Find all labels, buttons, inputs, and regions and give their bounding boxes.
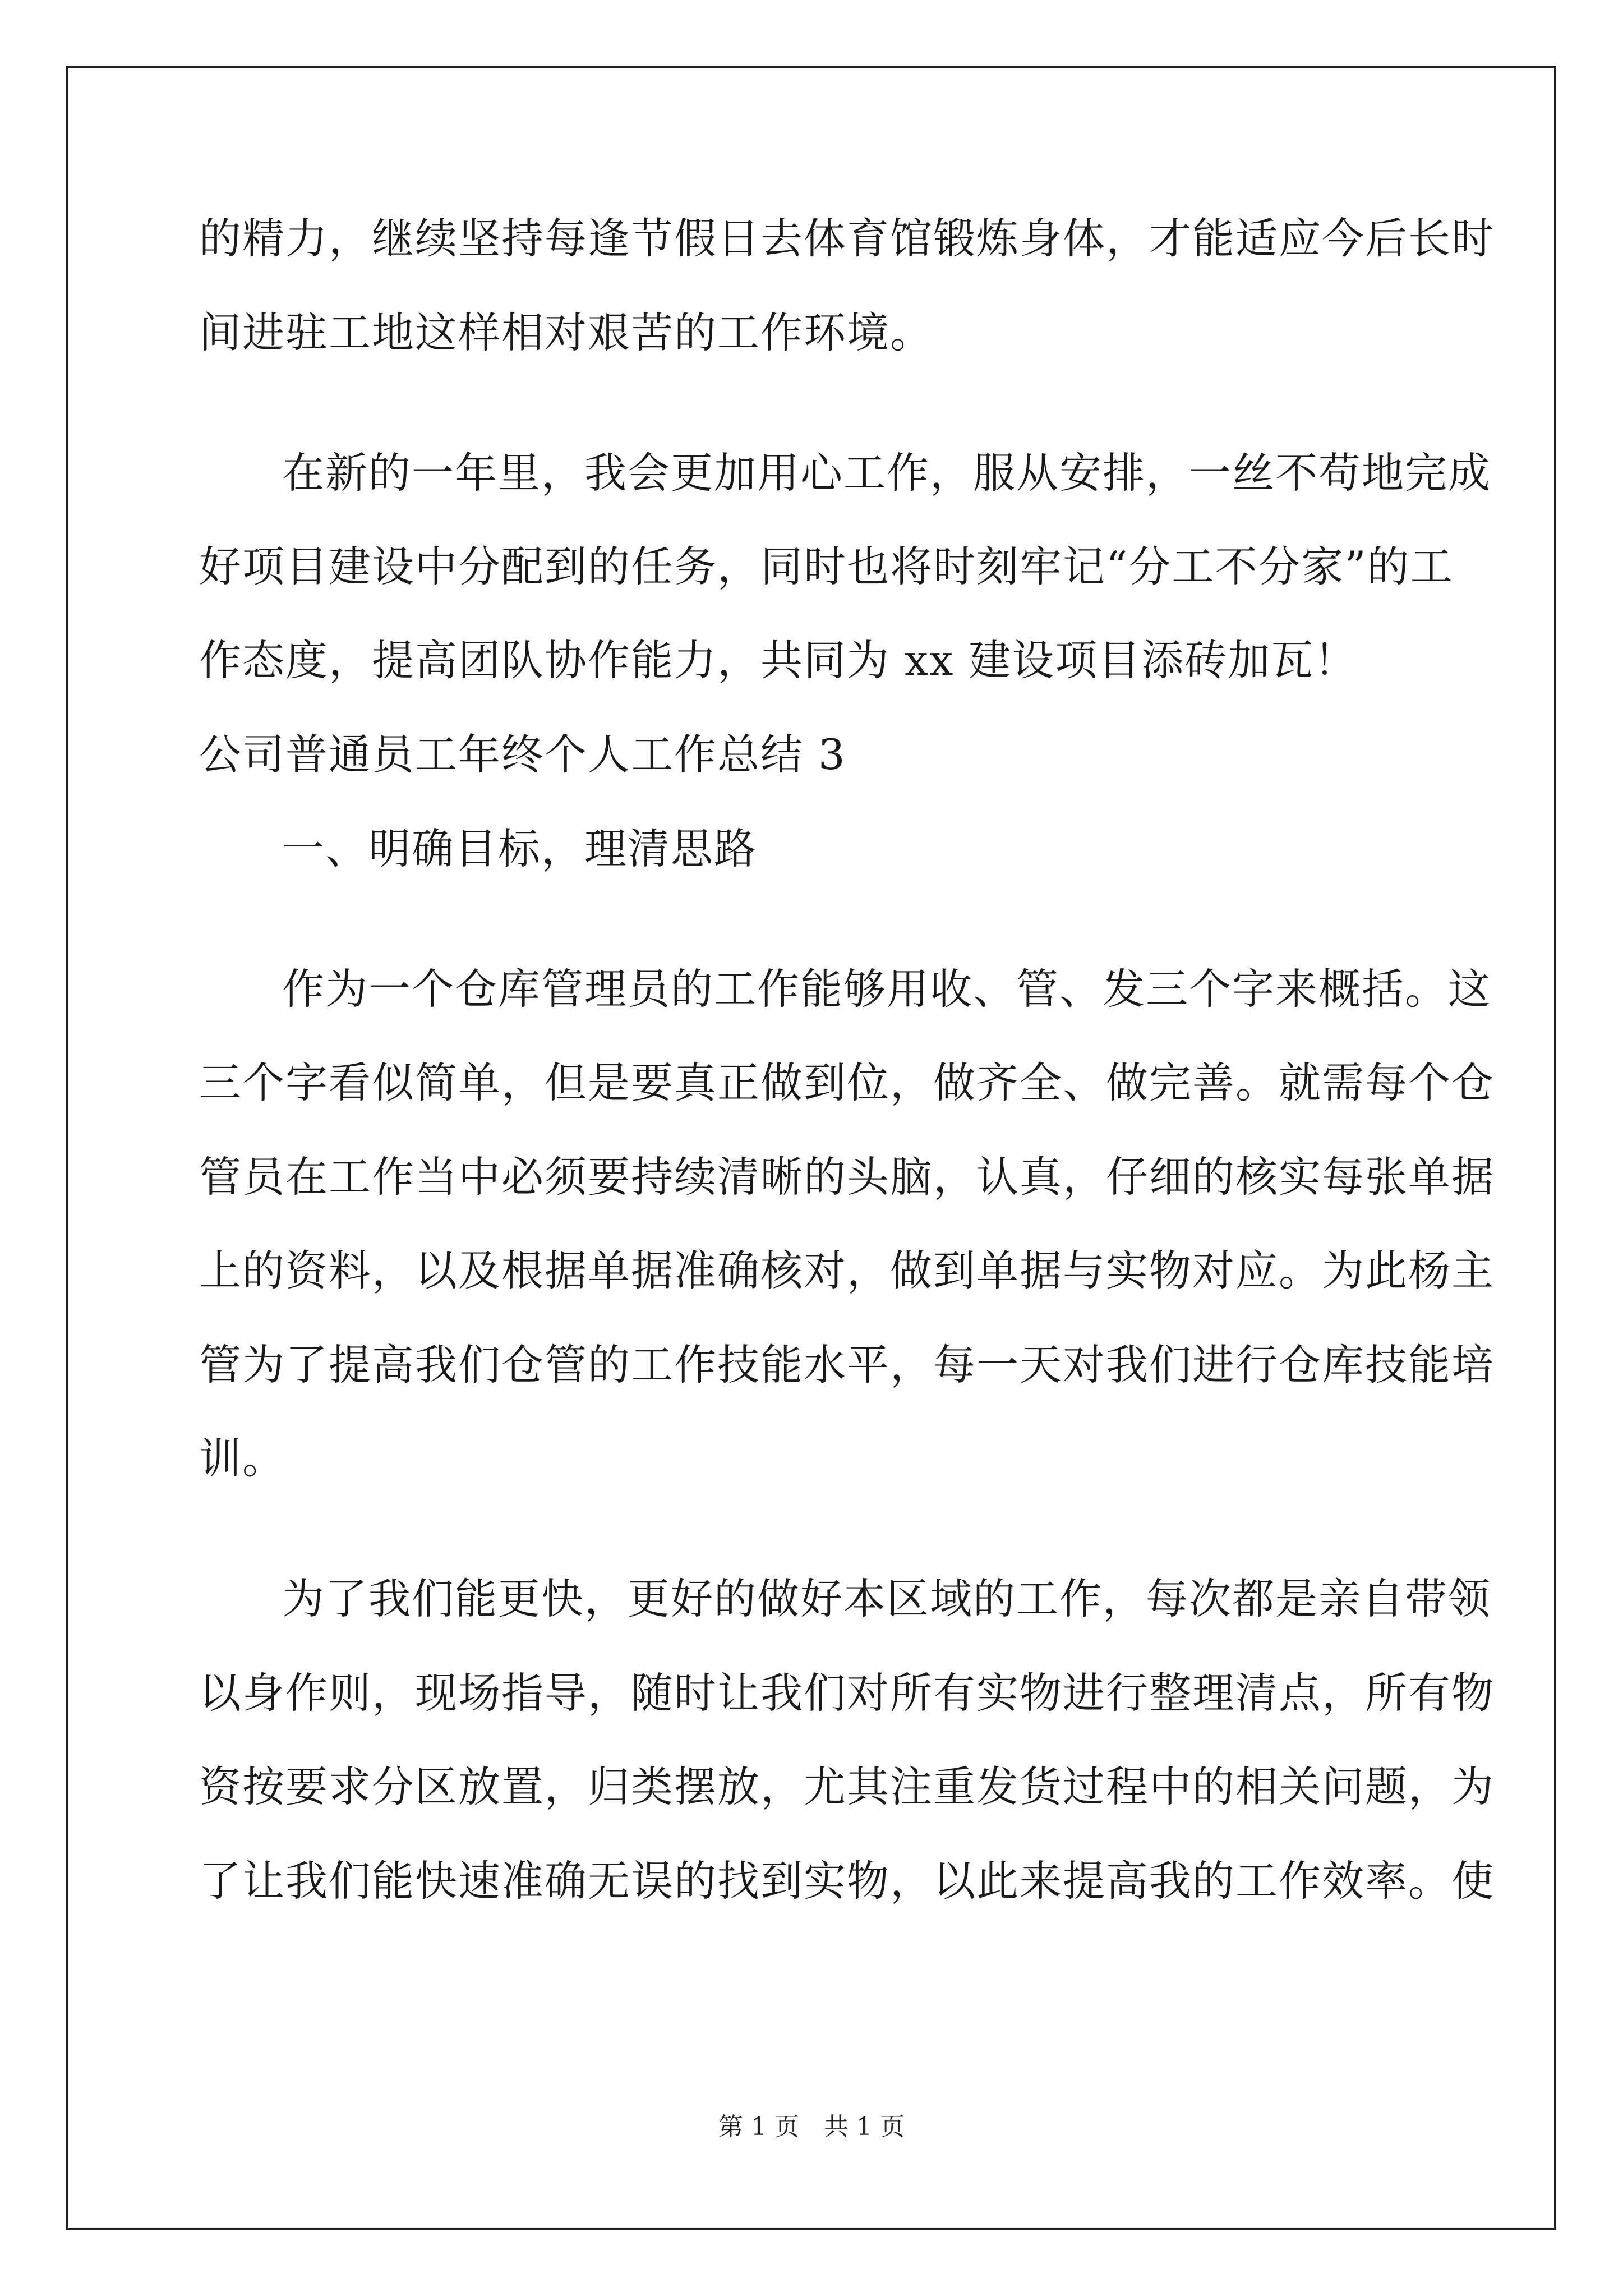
text-line: 资按要求分区放置，归类摆放，尤其注重发货过程中的相关问题，为	[199, 1762, 1495, 1811]
page-number-footer: 第 1 页 共 1 页	[718, 2113, 905, 2141]
text-line: 了让我们能快速准确无误的找到实物，以此来提高我的工作效率。使	[199, 1856, 1495, 1906]
text-line: 为了我们能更快，更好的做好本区域的工作，每次都是亲自带领	[282, 1574, 1492, 1623]
text-line: 好项目建设中分配到的任务，同时也将时刻牢记“分工不分家”的工	[199, 542, 1454, 591]
text-line: 管为了提高我们仓管的工作技能水平，每一天对我们进行仓库技能培	[199, 1340, 1495, 1389]
text-line: 的精力，继续坚持每逢节假日去体育馆锻炼身体，才能适应今后长时	[199, 214, 1495, 263]
subsection-heading: 一、明确目标，理清思路	[282, 824, 758, 873]
section-heading: 公司普通员工年终个人工作总结 3	[199, 730, 846, 779]
text-line: 以身作则，现场指导，随时让我们对所有实物进行整理清点，所有物	[199, 1668, 1495, 1718]
text-line: 管员在工作当中必须要持续清晰的头脑，认真，仔细的核实每张单据	[199, 1152, 1495, 1202]
text-line: 间进驻工地这样相对艰苦的工作环境。	[199, 308, 934, 357]
text-line: 在新的一年里，我会更加用心工作，服从安排，一丝不苟地完成	[282, 448, 1492, 498]
text-line: 三个字看似简单，但是要真正做到位，做齐全、做完善。就需每个仓	[199, 1058, 1495, 1107]
text-line: 上的资料，以及根据单据准确核对，做到单据与实物对应。为此杨主	[199, 1246, 1495, 1295]
text-line: 训。	[199, 1434, 286, 1483]
text-line: 作态度，提高团队协作能力，共同为 xx 建设项目添砖加瓦！	[199, 636, 1358, 685]
text-line: 作为一个仓库管理员的工作能够用收、管、发三个字来概括。这	[282, 964, 1492, 1014]
